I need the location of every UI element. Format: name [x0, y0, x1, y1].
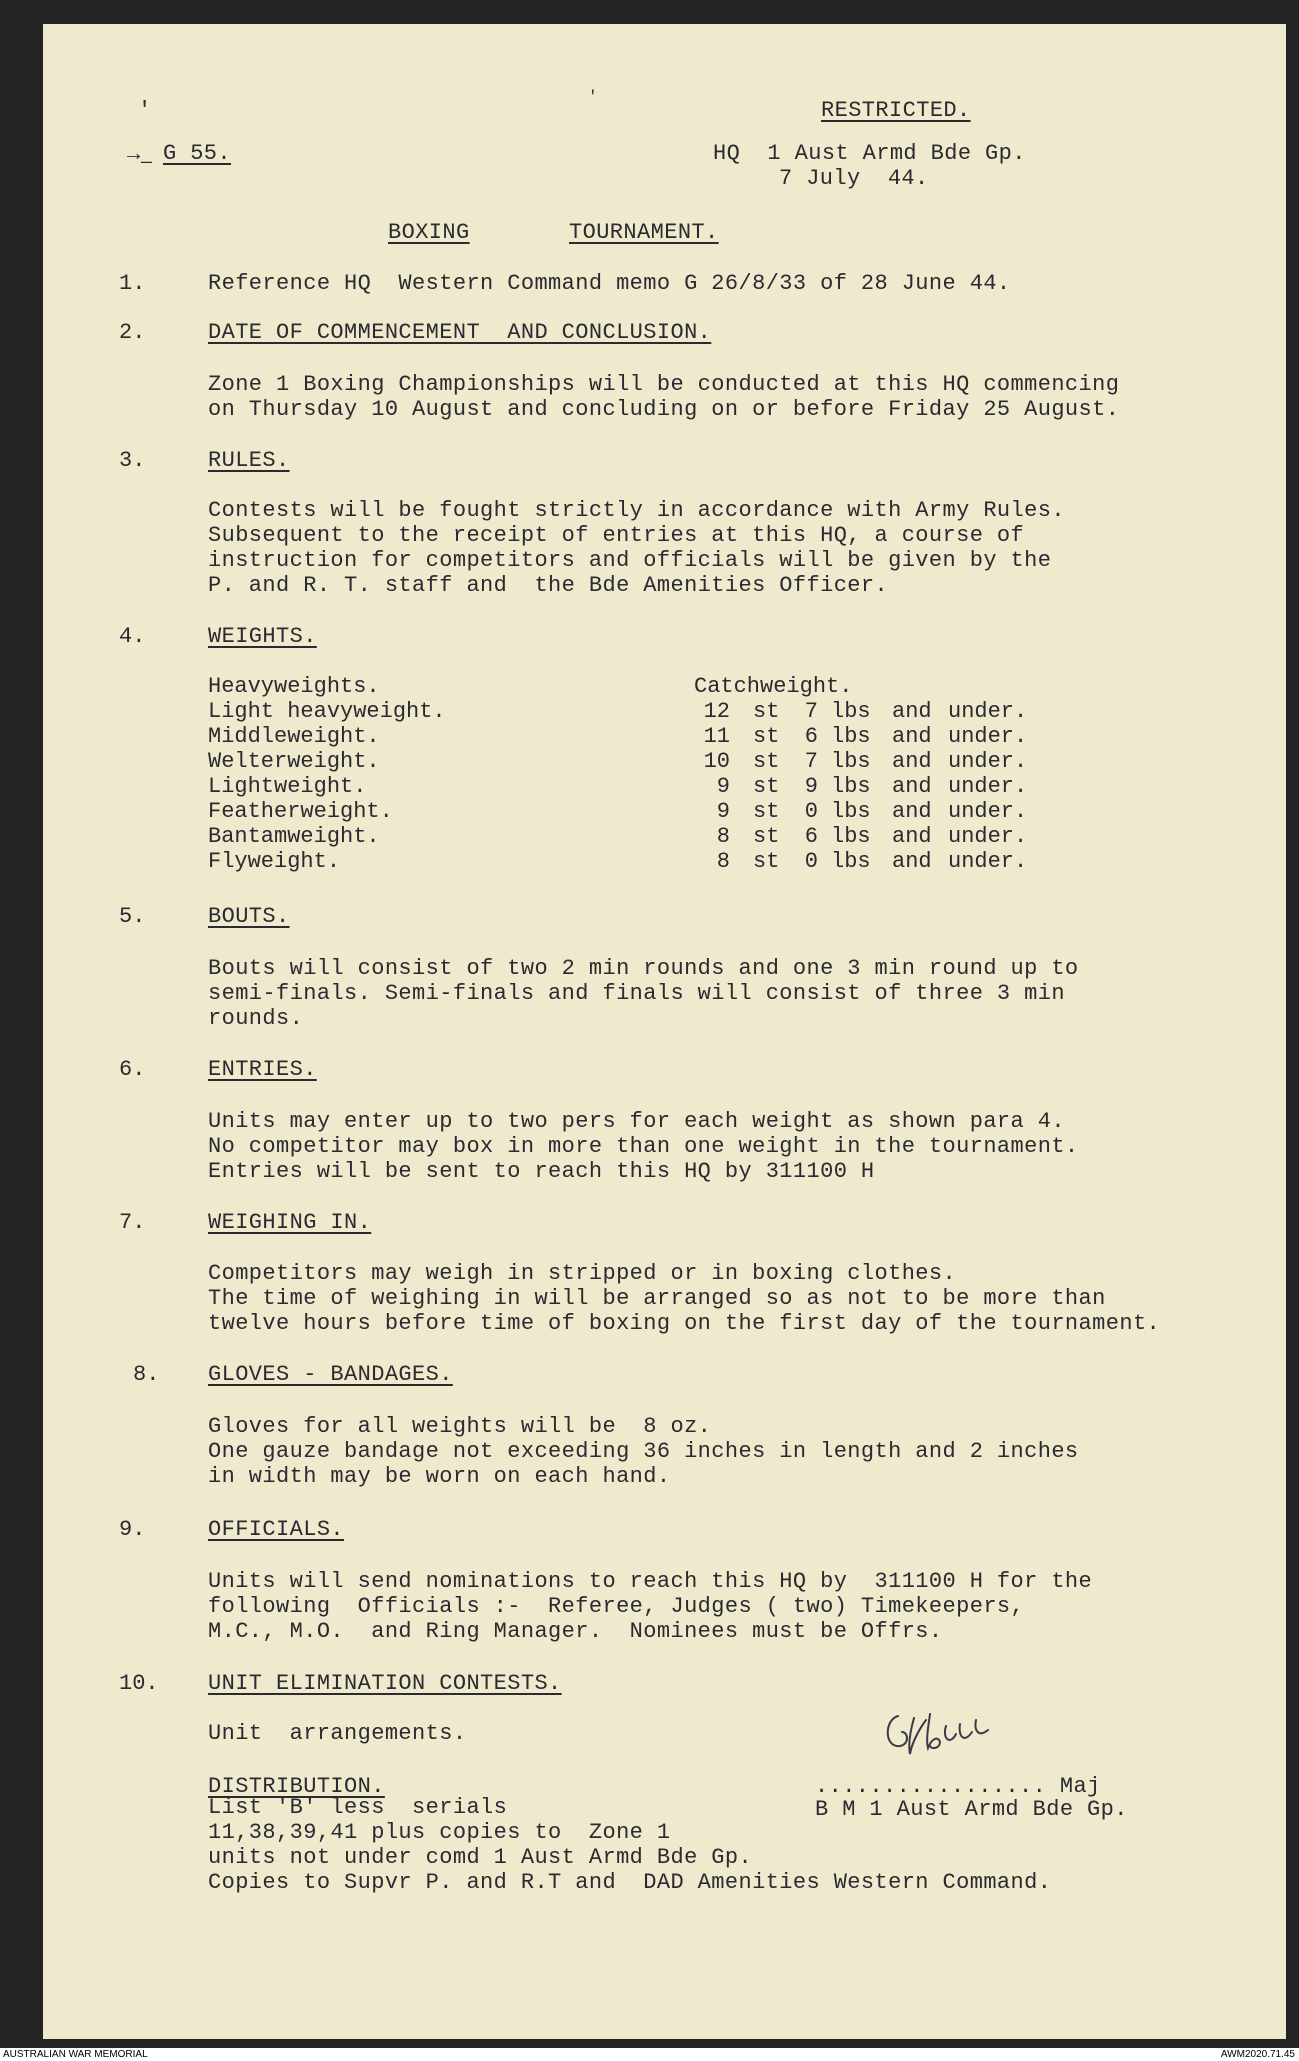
section-heading: BOUTS.: [208, 904, 290, 929]
distribution-line: Copies to Supvr P. and R.T and DAD Amenities Western Command.: [208, 1870, 1052, 1895]
section-heading: UNIT ELIMINATION CONTESTS.: [208, 1671, 562, 1696]
section-text-line: semi-finals. Semi-finals and finals will consist of three 3 min: [208, 981, 1065, 1006]
pound-value: 9: [804, 774, 818, 799]
section-text-line: Competitors may weigh in stripped or in boxing clothes.: [208, 1261, 957, 1286]
under-word: under.: [948, 774, 1028, 799]
margin-mark: —: [141, 153, 152, 173]
pound-value: 6: [804, 724, 818, 749]
stone-value: 10: [703, 749, 730, 774]
stone-value: 9: [716, 774, 730, 799]
stone-value: 8: [716, 849, 730, 874]
section-text-line: No competitor may box in more than one weight in the tournament.: [208, 1134, 1079, 1159]
stone-unit: st: [753, 849, 780, 874]
stone-value: 8: [716, 824, 730, 849]
section-text-line: Bouts will consist of two 2 min rounds and one 3 min round up to: [208, 956, 1079, 981]
stone-unit: st: [753, 799, 780, 824]
archive-reference: AWM2020.71.45: [1220, 2049, 1295, 2060]
section-text-line: rounds.: [208, 1006, 304, 1031]
section-text-line: Entries will be sent to reach this HQ by 311100 H: [208, 1159, 875, 1184]
section-text-line: M.C., M.O. and Ring Manager. Nominees must be Offrs.: [208, 1619, 943, 1644]
pound-value: 7: [804, 749, 818, 774]
section-text-line: on Thursday 10 August and concluding on or before Friday 25 August.: [208, 397, 1120, 422]
margin-mark: ': [138, 98, 152, 123]
weight-class-name: Heavyweights.: [208, 674, 380, 699]
weight-class-name: Middleweight.: [208, 724, 380, 749]
weight-class-name: Welterweight.: [208, 749, 380, 774]
section-text-line: One gauze bandage not exceeding 36 inches in length and 2 inches: [208, 1439, 1079, 1464]
weights-row: [208, 699, 1108, 724]
pound-unit: lbs: [831, 824, 871, 849]
section-number: 10.: [119, 1671, 159, 1696]
signature-title: B M 1 Aust Armd Bde Gp.: [815, 1797, 1128, 1822]
section-number: 1.: [119, 271, 146, 296]
weights-row: [208, 774, 1108, 799]
section-number: 9.: [119, 1517, 146, 1542]
distribution-line: units not under comd 1 Aust Armd Bde Gp.: [208, 1845, 753, 1870]
pound-unit: lbs: [831, 724, 871, 749]
weights-row: [208, 724, 1108, 749]
section-heading: ENTRIES.: [208, 1057, 317, 1082]
section-text-line: Gloves for all weights will be 8 oz.: [208, 1414, 712, 1439]
hq-line: HQ 1 Aust Armd Bde Gp.: [713, 141, 1026, 166]
pound-value: 0: [804, 799, 818, 824]
under-word: under.: [948, 824, 1028, 849]
section-number: 5.: [119, 904, 146, 929]
and-word: and: [892, 749, 932, 774]
section-text-line: The time of weighing in will be arranged so as not to be more than: [208, 1286, 1106, 1311]
section-heading: OFFICIALS.: [208, 1517, 345, 1542]
distribution-heading: DISTRIBUTION.: [208, 1774, 385, 1799]
distribution-line: List 'B' less serials: [208, 1795, 508, 1820]
and-word: and: [892, 774, 932, 799]
handwritten-signature: [880, 1702, 1000, 1772]
archive-footer: [0, 2048, 1299, 2061]
stone-unit: st: [753, 774, 780, 799]
catchweight-label: Catchweight.: [694, 674, 853, 699]
section-heading: GLOVES - BANDAGES.: [208, 1362, 453, 1387]
section-number: 2.: [119, 320, 146, 345]
and-word: and: [892, 849, 932, 874]
and-word: and: [892, 724, 932, 749]
section-heading: RULES.: [208, 448, 290, 473]
section-text-line: Units may enter up to two pers for each weight as shown para 4.: [208, 1109, 1065, 1134]
document-date: 7 July 44.: [779, 166, 929, 191]
signature-line: ................. Maj: [815, 1774, 1101, 1799]
and-word: and: [892, 699, 932, 724]
weight-class-name: Bantamweight.: [208, 824, 380, 849]
under-word: under.: [948, 799, 1028, 824]
pound-value: 7: [804, 699, 818, 724]
archive-name: AUSTRALIAN WAR MEMORIAL: [3, 2049, 148, 2060]
section-text-line: following Officials :- Referee, Judges ( two) Timekeepers,: [208, 1594, 1025, 1619]
section-number: 8.: [133, 1362, 160, 1387]
section-text-line: in width may be worn on each hand.: [208, 1464, 671, 1489]
section-number: 3.: [119, 448, 146, 473]
section-number: 4.: [119, 624, 146, 649]
title-word-tournament: TOURNAMENT.: [569, 220, 719, 245]
weights-row: [208, 849, 1108, 874]
and-word: and: [892, 799, 932, 824]
stone-value: 11: [703, 724, 730, 749]
section-heading: WEIGHING IN.: [208, 1210, 372, 1235]
section-text-line: instruction for competitors and officials will be given by the: [208, 548, 1052, 573]
section-text-line: Unit arrangements.: [208, 1721, 467, 1746]
and-word: and: [892, 824, 932, 849]
section-heading: DATE OF COMMENCEMENT AND CONCLUSION.: [208, 320, 712, 345]
section-text-line: twelve hours before time of boxing on the first day of the tournament.: [208, 1311, 1161, 1336]
weight-class-name: Lightweight.: [208, 774, 367, 799]
section-text-line: Subsequent to the receipt of entries at this HQ, a course of: [208, 523, 1025, 548]
stone-value: 12: [703, 699, 730, 724]
section-text-line: Contests will be fought strictly in accordance with Army Rules.: [208, 498, 1065, 523]
stone-unit: st: [753, 824, 780, 849]
reference-number: G 55.: [163, 141, 232, 166]
document-page: [43, 24, 1286, 2039]
weights-row: [208, 749, 1108, 774]
stone-unit: st: [753, 699, 780, 724]
under-word: under.: [948, 849, 1028, 874]
section-number: 7.: [119, 1210, 146, 1235]
weight-class-name: Featherweight.: [208, 799, 393, 824]
stone-unit: st: [753, 749, 780, 774]
pound-unit: lbs: [831, 799, 871, 824]
title-word-boxing: BOXING: [388, 220, 470, 245]
under-word: under.: [948, 749, 1028, 774]
weights-row: [208, 824, 1108, 849]
pound-unit: lbs: [831, 749, 871, 774]
weight-class-name: Light heavyweight.: [208, 699, 446, 724]
pound-value: 0: [804, 849, 818, 874]
pound-unit: lbs: [831, 699, 871, 724]
section-text-line: Reference HQ Western Command memo G 26/8/33 of 28 June 44.: [208, 271, 1011, 296]
stone-value: 9: [716, 799, 730, 824]
margin-mark: ': [588, 88, 598, 106]
pound-value: 6: [804, 824, 818, 849]
weights-row: [208, 799, 1108, 824]
pound-unit: lbs: [831, 849, 871, 874]
classification-label: RESTRICTED.: [821, 98, 971, 123]
section-text-line: Units will send nominations to reach this HQ by 311100 H for the: [208, 1569, 1093, 1594]
weight-class-name: Flyweight.: [208, 849, 341, 874]
section-number: 6.: [119, 1057, 146, 1082]
under-word: under.: [948, 724, 1028, 749]
section-heading: WEIGHTS.: [208, 624, 317, 649]
section-text-line: P. and R. T. staff and the Bde Amenities Officer.: [208, 573, 889, 598]
under-word: under.: [948, 699, 1028, 724]
arrow-icon: →: [127, 142, 141, 167]
section-text-line: Zone 1 Boxing Championships will be conducted at this HQ commencing: [208, 372, 1120, 397]
weights-header-row: [208, 674, 1108, 699]
pound-unit: lbs: [831, 774, 871, 799]
stone-unit: st: [753, 724, 780, 749]
distribution-line: 11,38,39,41 plus copies to Zone 1: [208, 1820, 671, 1845]
